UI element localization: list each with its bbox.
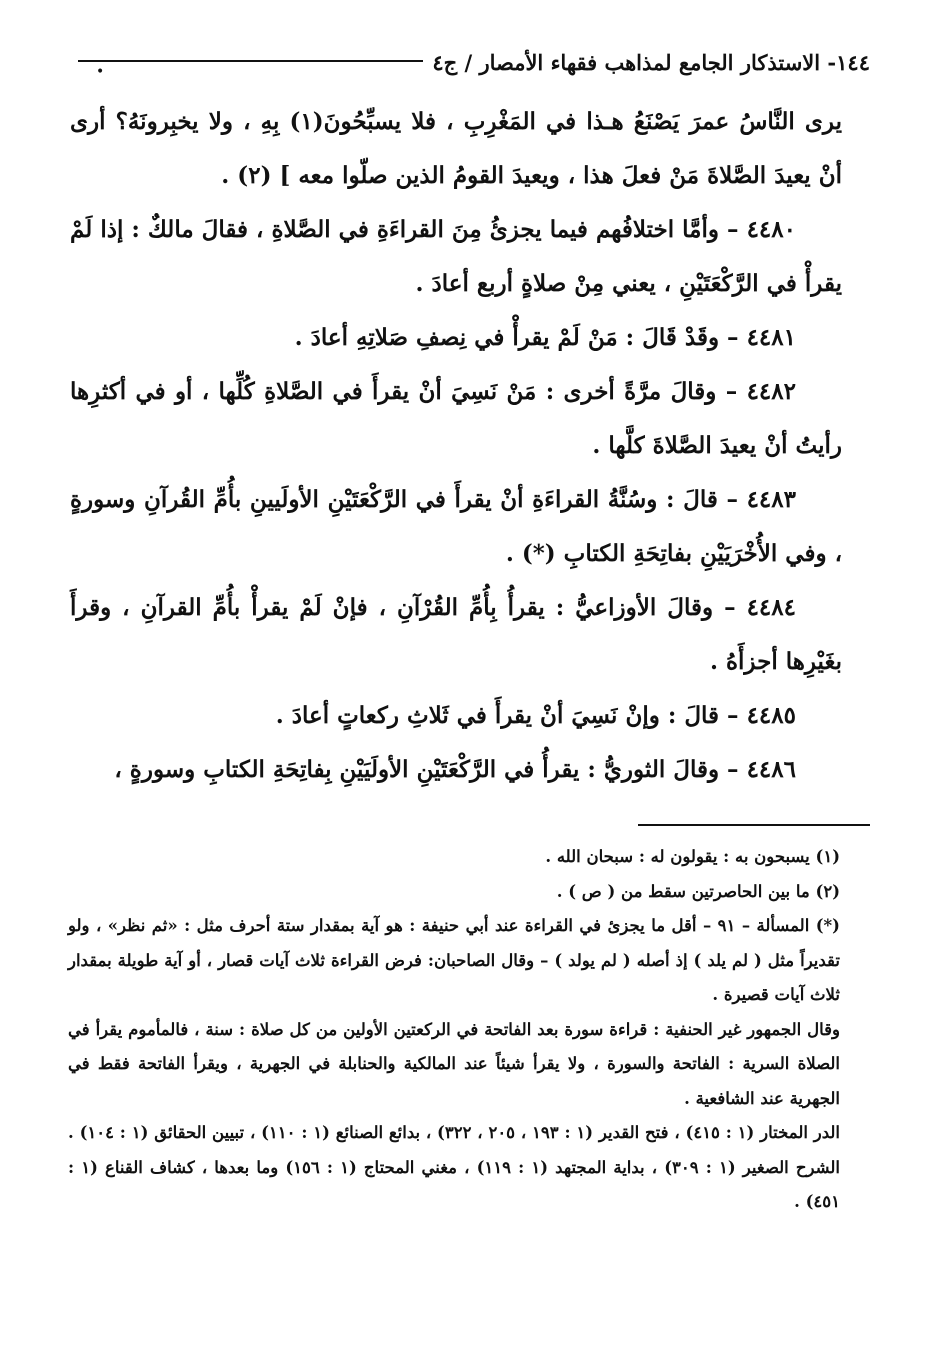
paragraph-text: – وقالَ مرَّةً أخرى : مَنْ نَسِيَ أنْ يقرأَ في الصَّلاةِ كُلِّها ، أو في أكثرِها رأيتُ أنْ يعيدَ الصَّلاةَ كلَّها . <box>70 378 842 459</box>
header-dot: • <box>96 64 105 80</box>
paragraph-text: – وأمَّا اختلافُهم فيما يجزئُ مِنَ القراءَةِ في الصَّلاةِ ، فقالَ مالكٌ : إذا لَمْ يقرأْ في الرَّكْعَتَيْنِ ، يعني مِنْ صلاةٍ أربع أعادَ . <box>70 216 842 297</box>
main-text <box>70 95 842 797</box>
footnote-separator <box>638 824 870 826</box>
paragraph-number: ٤٤٨٥ <box>746 702 796 729</box>
footnote-star-text: أقل ما يجزئ في القراءة عند أبي حنيفة : هو آية بمقدار ستة أحرف مثل : «ثم نظر» ، ولو تقديراً مثل ( لم يلد ) إذ أصله ( لم يولد ) – وقال الصاحبان: فرض القراءة ثلاث آيات قصار ، أو آية طويلة بمقدار ثلاث آيات قصيرة . <box>68 916 840 1004</box>
paragraph-text: – وقالَ الثوريُّ : يقرأُ في الرَّكْعَتَيْنِ الأولَيَيْنِ بِفاتِحَةِ الكتابِ وسورةٍ ، <box>114 756 739 783</box>
paragraph-number: ٤٤٨٣ <box>746 486 796 513</box>
footnote-star-label: (*) المسألة – ٩١ – <box>702 916 840 935</box>
footnote-1: (١) يسبحون به : يقولون له : سبحان الله . <box>545 847 840 866</box>
opening-paragraph: يرى النَّاسُ عمرَ يَصْنَعُ هـذا في المَغْرِبِ ، فلا يسبِّحُونَ(١) بِهِ ، ولا يخبِرونَهُ؟ أرى أنْ يعيدَ الصَّلاةَ مَنْ فعلَ هذا ، ويعيدَ القومُ الذين صلّوا معه ] (٢) . <box>70 108 842 189</box>
paragraph-text: – قالَ : وإنْ نَسِيَ أنْ يقرأَ في ثَلاثِ ركعاتٍ أعادَ . <box>275 702 739 729</box>
paragraph-4486 <box>70 743 842 797</box>
paragraph-number: ٤٤٨٠ <box>746 216 796 243</box>
footnote-references: الدر المختار (١ : ٤١٥) ، فتح القدير (١ : ١٩٣ ، ٢٠٥ ، ٣٢٢) ، بدائع الصنائع (١ : ١١٠) ، تبيين الحقائق (١ : ١٠٤) . الشرح الصغير (١ : ٣٠٩) ، بداية المجتهد (١ : ١١٩) ، مغني المحتاج (١ : ١٥٦) وما بعدها ، كشاف القناع (١ : ٤٥١) . <box>68 1123 840 1211</box>
paragraph-number: ٤٤٨٦ <box>746 756 796 783</box>
header-rule <box>78 60 423 62</box>
paragraph-4482 <box>70 365 842 473</box>
header-title: ١٤٤- الاستذكار الجامع لمذاهب فقهاء الأمصار / ج٤ <box>432 50 870 75</box>
paragraph-number: ٤٤٨١ <box>746 324 796 351</box>
paragraph-number: ٤٤٨٢ <box>746 378 796 405</box>
paragraph-text: – وقالَ الأوزاعيُّ : يقرأُ بِأُمِّ القُرْآنِ ، فإنْ لَمْ يقرأْ بأُمِّ القرآنِ ، وقرأَ بغَيْرِها أجزأَهُ . <box>70 594 842 675</box>
footnote-star <box>68 909 840 1013</box>
paragraph-number: ٤٤٨٤ <box>746 594 796 621</box>
paragraph-text: – قالَ : وسُنَّةُ القراءَةِ أنْ يقرأَ في الرَّكْعَتَيْنِ الأولَيينِ بأُمِّ القُرآنِ وسورةٍ ، وفي الأُخْرَيَيْنِ بفاتِحَةِ الكتابِ (*) . <box>70 486 842 567</box>
paragraph-4483 <box>70 473 842 581</box>
footnote-jumhur <box>68 1013 840 1117</box>
footnote-jumhur-label: وقال الجمهور غير الحنفية : <box>653 1019 840 1039</box>
running-header <box>70 42 870 82</box>
footnote-2: (٢) ما بين الحاصرتين سقط من ( ص ) . <box>556 881 840 901</box>
paragraph-4485 <box>70 689 842 743</box>
footnote-jumhur-text: قراءة سورة بعد الفاتحة في الركعتين الأولين من كل صلاة : سنة ، فالمأموم يقرأ في الصلاة السرية : الفاتحة والسورة ، ولا يقرأ شيئاً عند المالكية والحنابلة في الجهرية ، ويقرأ الفاتحة فقط في الجهرية عند الشافعية . <box>68 1019 840 1108</box>
paragraph-4484 <box>70 581 842 689</box>
footnotes <box>68 840 840 1220</box>
paragraph-4480 <box>70 203 842 311</box>
paragraph-4481 <box>70 311 842 365</box>
paragraph-text: – وقَدْ قَالَ : مَنْ لَمْ يقرأْ في نِصفِ صَلاتِهِ أعادَ . <box>294 324 739 351</box>
